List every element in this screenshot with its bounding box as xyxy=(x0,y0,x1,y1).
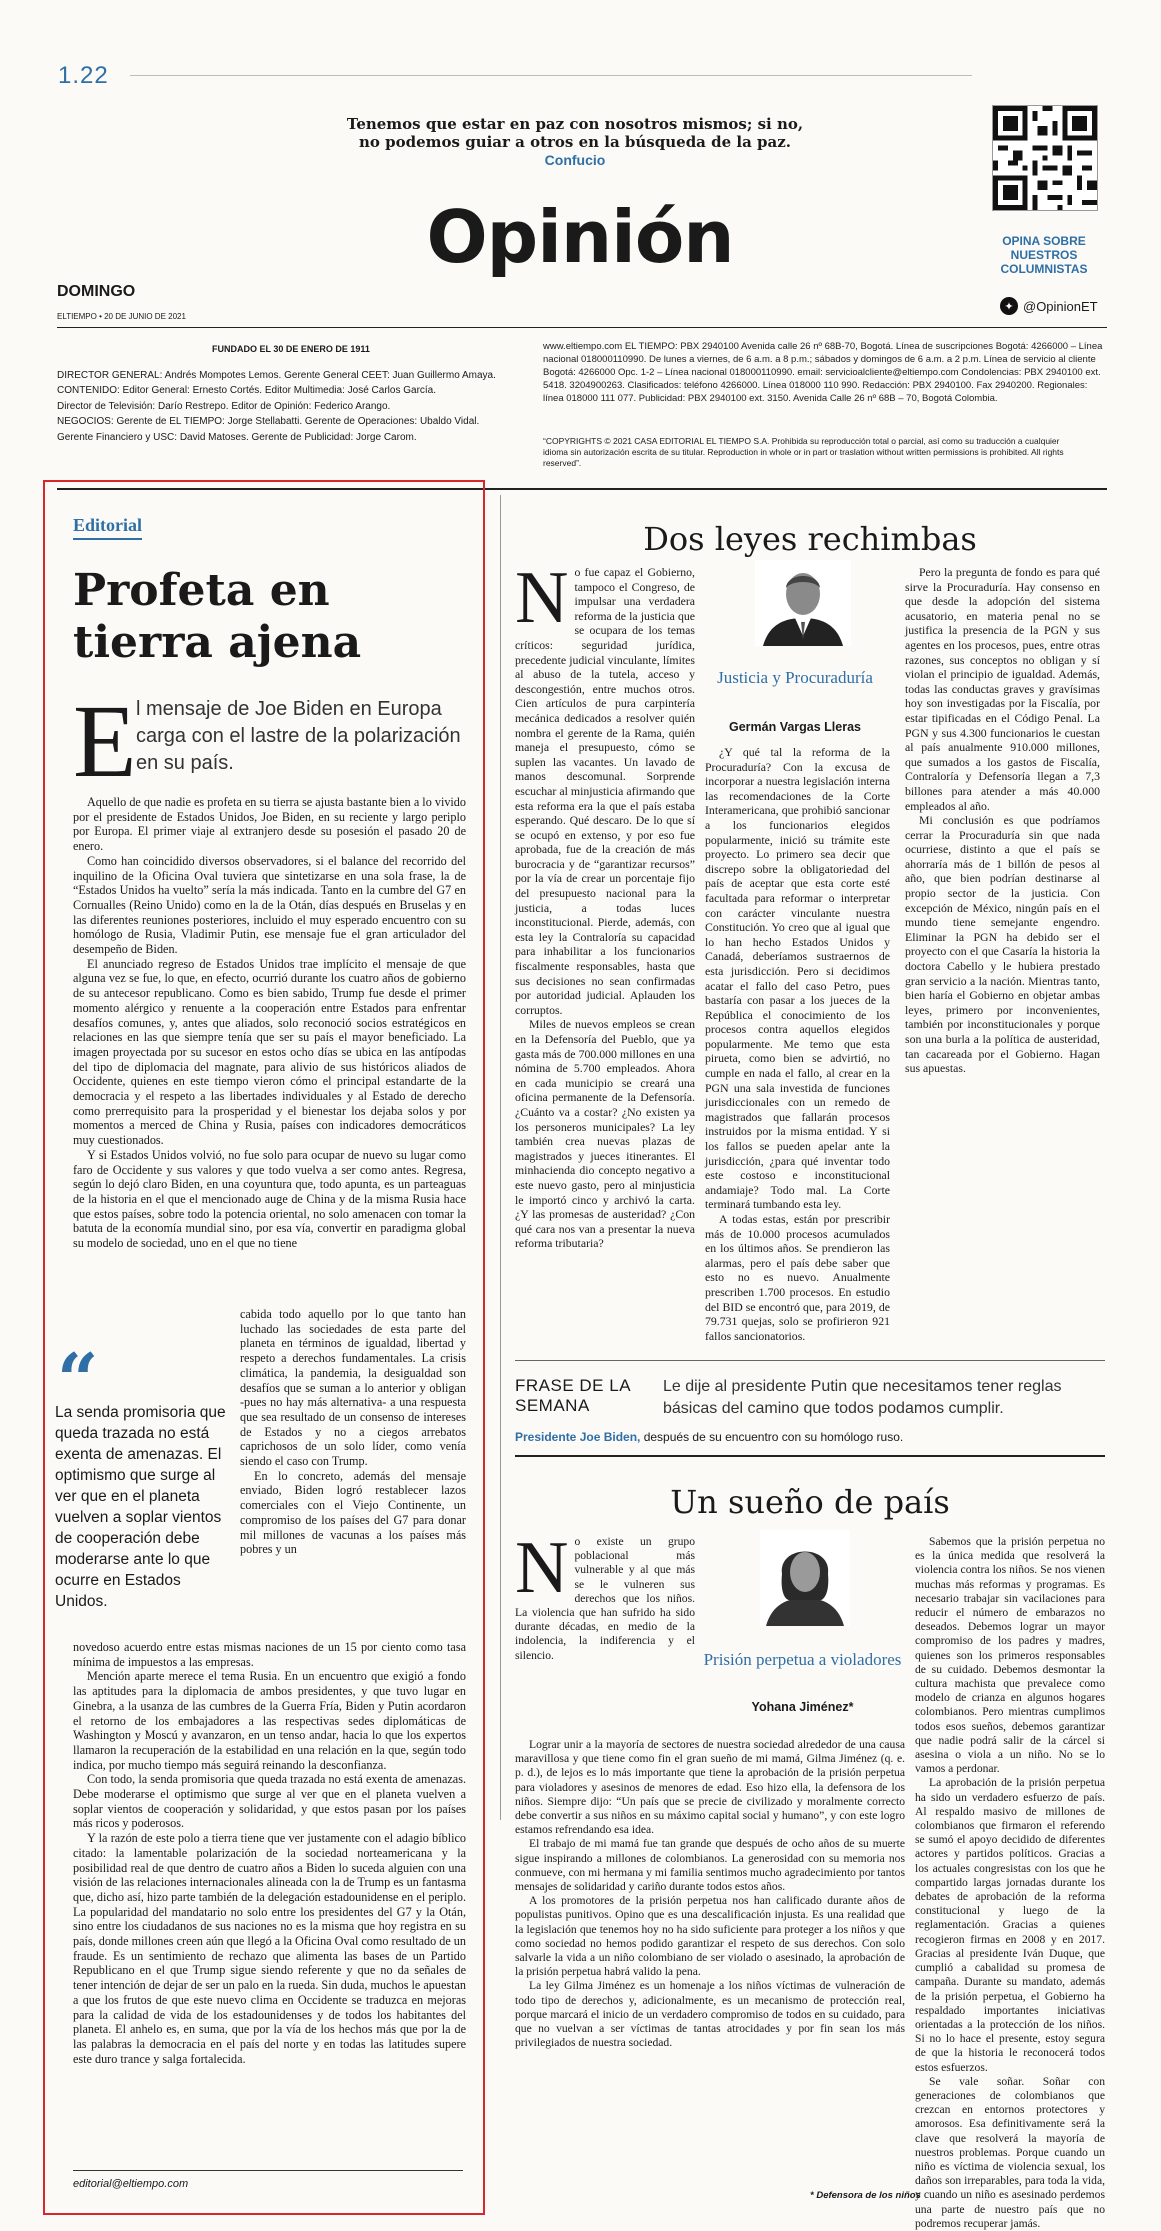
paragraph: ¿Y qué tal la reforma de la Procuraduría? Con la excusa de incorporar a nuestra legislación interna las recomendaciones de la Corte Interamericana, que prohibió sancionar a los funcionarios elegidos popularmente, inició su trámite este proyecto. Lo primero sea decir que discrepo sobre la obligatoriedad del país de aceptar que esta corte esté facultada para reformar o interpretar con carácter vinculante nuestra Constitución. Yo creo que al igual que lo han hecho Estados Unidos y Canadá, deberíamos sustraernos de esta jurisdicción. Pero si decidimos acatar el fallo del caso Petro, pues bastaría con pasar a los jueces de la República el conocimiento de los procesos contra aquellos elegidos popularmente. Me temo que esta pirueta, como bien se advirtió, no cumple en nada el fallo, al crear en la PGN una sala investida de funciones jurisdiccionales con un remedo de magistrados que fallarán procesos instruidos por la misma entidad. Y si los fallos se pueden apelar ante la jurisdicción, ¿para qué inventar todo este costoso e inconstitucional andamiaje? Todo mal. La Corte terminará tumbando esta ley. xyxy=(705,745,890,1212)
paragraph: cabida todo aquello por lo que tanto han luchado las sociedades de esta parte del planeta en términos de igualdad, libertad y respeto a derechos fundamentales. La crisis climática, la pandemia, la desigualdad son desafíos que se suman a lo anterior y obligan -pues no hay más alternativa- a una respuesta que sea resultado de un consenso de intereses de Estados y no a ciegos arrebatos caprichosos de un solo líder, como venía siendo el caso con Trump. xyxy=(240,1307,466,1469)
frase-label: FRASE DE LA SEMANA xyxy=(515,1376,631,1415)
editorial-title: Profeta en tierra ajena xyxy=(73,565,362,668)
founded-line: FUNDADO EL 30 DE ENERO DE 1911 xyxy=(212,344,370,354)
frase-text: Le dije al presidente Putin que necesitamos tener reglas básicas del camino que todos podamos cumplir. xyxy=(663,1378,1062,1417)
twitter-icon: ✦ xyxy=(1000,297,1018,315)
section-title: Opinión xyxy=(426,195,734,279)
paragraph: Y si Estados Unidos volvió, no fue solo para ocupar de nuevo su lugar como faro de Occidente y sus valores y que todo vuelva a ser como antes. Regresa, según lo dejó claro Biden, en una coyuntura que, todo apunta, es un parteaguas de la historia en el que el mencionado auge de China y de la misma Rusia hace que estos países, sobre todo la potencia oriental, no solo amenacen con tomar la batuta de la economía mundial sino, por esa vía, convertir en paradigma global su modelo de sociedad, uno en el que no tiene xyxy=(73,1147,466,1251)
column1-col3 xyxy=(905,565,1100,1076)
column2-section: Prisión perpetua a violadores xyxy=(703,1650,902,1669)
masthead-rule xyxy=(57,327,1107,328)
paragraph: o existe un grupo poblacional más vulnerable y al que más se le vulneren sus derechos que los niños. La violencia que han sufrido ha sido durante décadas, en medio de la indolencia, la indiferencia y el silencio. xyxy=(515,1535,695,1662)
paragraph: novedoso acuerdo entre estas mismas naciones de un 15 por ciento como tasa mínima de impuestos a las empresas. xyxy=(73,1640,466,1669)
column2-headline: Un sueño de país xyxy=(670,1483,950,1521)
paragraph: A todas estas, están por prescribir más de 10.000 procesos acumulados en los últimos años. Se prendieron las alarmas, pero el país debe saber que esto no es nuevo. Anualmente prescriben 1.700 procesos. En estudio del BID se encontró que, para 2019, de 79.731 quejas, solo se profirieron 921 fallos sancionatorios. xyxy=(705,1212,890,1343)
paragraph: La aprobación de la prisión perpetua ha sido un verdadero esfuerzo de país. Al respaldo masivo de millones de colombianos que firmaron el referendo se sumó el apoyo decidido de diferentes actores y partidos políticos. Gracias a los actuales congresistas con los que he compartido largas jornadas durante los debates de aprobación de la reforma constitucional y luego de la reglamentación. Gracias a quienes recogieron firmas en 2008 y en 2017. Gracias al presidente Iván Duque, que cumplió a cabalidad su promesa de campaña. Durante su mandato, además de la prisión perpetua, el Gobierno ha respaldado importantes iniciativas orientadas a la protección de los niños. Si no lo hace el presente, estoy segura de que la historia le reconocerá todos estos esfuerzos. xyxy=(915,1776,1105,2074)
credit-line: Director de Televisión: Darío Restrepo. Editor de Opinión: Federico Arango. xyxy=(57,400,391,412)
column2-author: Yohana Jiménez* xyxy=(751,1700,854,1714)
paragraph: Lograr unir a la mayoría de sectores de nuestra sociedad alrededor de una causa maravillosa y que tiene como fin el gran sueño de mi mamá, Gilma Jiménez (q. e. p. d.), de lejos es lo más importante que tiene la aprobación de la prisión perpetua para violadores y asesinos de menores de edad. Eso hizo ella, la defensora de los niños. Siempre dijo: “Un país que se precie de civilizado y moralmente correcto debe convertir a sus niños en su máximo capital social y humano”, y con este logro estamos refrendando esa idea. xyxy=(515,1738,905,1837)
top-rule xyxy=(130,75,972,76)
paragraph: El anunciado regreso de Estados Unidos trae implícito el mensaje de que alguna vez se fue, lo que, en efecto, ocurrió durante los cuatro años de gobierno de su antecesor republicano. Como es bien sabido, Trump fue desde el primer momento alérgico y renuente a la cooperación entre Estados para enfrentar desafíos comunes, y, antes que aliados, solo reconoció socios estratégicos en relaciones en las que siempre tenía que ser su país el mayor beneficiado. La imagen proyectada por su sucesor en estos ocho días se ubica en las antípodas del tipo de diplomacia del magnate, para alivio de sus históricos aliados de Occidente, quienes en este tiempo vieron cómo el principal estandarte de la democracia y el respeto a las libertades individuales y al Estado de derecho como prerrequisito para la prosperidad y el bienestar los dejaba solos y por momentos a merced de China y Rusia, países con indicadores democráticos muy cuestionados. xyxy=(73,956,466,1148)
qr-caption: OPINA SOBRE NUESTROS COLUMNISTAS xyxy=(1000,234,1088,276)
staff-credits xyxy=(57,342,525,445)
column2-wide xyxy=(515,1738,905,2050)
editorial-lead-initial: E xyxy=(73,684,137,799)
paragraph: Pero la pregunta de fondo es para qué sirve la Procuraduría. Hay consenso en que desde la adopción del sistema acusatorio, en materia penal no se justifica la presencia de la PGN y sus agentes en los procesos, pues, entre otras razones, sus conceptos no obligan y sí violan el principio de igualdad. Además, todas las conductas graves y gravísimas hoy son investigadas por la Fiscalía, por estar tipificadas en el Código Penal. La PGN y sus 4.300 funcionarios le cuestan al país anualmente 910.000 millones, que sumados a los gastos de Fiscalía, Contraloría y Defensoría llegan a 7,3 billones para atender a más 40.000 empleados al año. xyxy=(905,565,1100,813)
credit-line: CONTENIDO: Editor General: Ernesto Cortés. Editor Multimedia: José Carlos García. xyxy=(57,385,437,396)
column-divider xyxy=(500,495,501,1820)
paragraph: En lo concreto, además del mensaje enviado, Biden logró restablecer lazos comerciales con el Viejo Continente, un compromiso de los países del G7 para donar mil millones de vacunas a los países más pobres y un xyxy=(240,1468,466,1557)
credit-line: Gerente Financiero y USC: David Matoses. Gerente de Publicidad: Jorge Carom. xyxy=(57,431,417,443)
twitter-handle: @OpinionET xyxy=(1023,298,1098,314)
paragraph: Se vale soñar. Soñar con generaciones de colombianos que crezcan en entornos protectores y amorosos. Esa definitivamente será la clave que resolverá la mayoría de nuestros problemas. Porque cuando un niño es víctima de violencia sexual, los daños son irreparables, para toda la vida, y cuando un niño es asesinado perdemos una parte de nuestro país que no podremos recuperar jamás. xyxy=(915,2074,1105,2230)
paragraph: La ley Gilma Jiménez es un homenaje a los niños víctimas de vulneración de todo tipo de derechos y, adicionalmente, es un mecanismo de protección real, porque marcará el inicio de un verdadero compromiso de todos en su cuidado, para que no vuelvan a ser víctimas de tantas atrocidades y por fin sean los más privilegiados de nuestra sociedad. xyxy=(515,1979,905,2050)
column1-col1 xyxy=(515,557,695,1251)
credit-line: DIRECTOR GENERAL: Andrés Mompotes Lemos. Gerente General CEET: Juan Guillermo Amaya. xyxy=(57,369,496,381)
paragraph: Sabemos que la prisión perpetua no es la única medida que resolverá la violencia contra los niños. Se nos vienen muchas más reformas y programas. Es necesario trabajar sin vacilaciones para reducir el número de embarazos no deseados. Debemos lograr un mayor compromiso de los padres y madres, quienes son los primeros responsables de su cuidado. Debemos desmontar la cultura machista que prevalece como modelo de crianza en algunos hogares colombianos. Pero mientras cumplimos todos esos sueños, debemos garantizar que nadie podrá salir de la cárcel si asesina o viola a un niño. No se lo vamos a perdonar. xyxy=(915,1535,1105,1776)
editorial-label: Editorial xyxy=(73,515,142,540)
editorial-pull-quote: La senda promisoria que queda trazada no está exenta de amenazas. El optimismo que surge al ver que en el planeta vuelven a soplar vientos de cooperación debe moderarse ante lo que ocurre en Estados Unidos. xyxy=(55,1404,226,1610)
editorial-body-bottom xyxy=(73,1640,466,2066)
qr-code-icon[interactable] xyxy=(992,105,1098,211)
date-line: ELTIEMPO • 20 DE JUNIO DE 2021 xyxy=(57,312,186,321)
frase-bottom-rule xyxy=(515,1455,1105,1457)
author-portrait xyxy=(760,1530,850,1626)
editorial-body-side xyxy=(240,1307,466,1557)
column2-col1 xyxy=(515,1527,695,1663)
paragraph: A los promotores de la prisión perpetua nos han calificado durante años de populistas punitivos. Opino que es una descalificación injusta. Es una realidad que la legislación que tenemos hoy no ha sido suficiente para proteger a los niños y que como sociedad no hemos podido garantizar el respeto de sus derechos. Con solo salvarle la vida a un niño colombiano de ser violado o asesinado, la aprobación de la prisión perpetua habrá valido la pena. xyxy=(515,1894,905,1979)
column1-drop-cap: N xyxy=(515,557,569,639)
paragraph: Y la razón de este polo a tierra tiene que ver justamente con el adagio bíblico citado: la lamentable polarización de la sociedad norteamericana y la posibilidad real de que dentro de cuatro años a Biden lo suceda alguien con una visión de las relaciones internacionales alineada con la de Trump es un fantasma que, dicho así, hizo parte también de la delegación estadounidense en el periplo. La popularidad del mandatario no solo entre los presidentes del G7 y la Otán, sino entre los ciudadanos de sus naciones no es la misma que hoy registra en su país, donde millones creen aún que llegó a la Oficina Oval como resultado de un fraude. Es un sentimiento de rechazo que alimenta las bases de un Partido Republicano en el que Trump sigue siendo referente y que no da señales de tener intención de dejar de ser un palo en la rueda. Sin duda, muchos le apuestan a que los frutos de que este nuevo clima en Occidente se traduzca en mejoras para la calidad de vida de los estadounidenses y de todos los habitantes del planeta. El anhelo es, en suma, que por la vía de los hechos más que por la de las palabras la democracia en el país del norte y en todas las latitudes supere este duro trance y salga fortalecida. xyxy=(73,1831,466,2066)
column1-headline: Dos leyes rechimbas xyxy=(643,520,977,558)
column1-section: Justicia y Procuraduría xyxy=(717,668,873,687)
author-portrait xyxy=(755,560,851,646)
frase-attribution xyxy=(515,1430,903,1444)
editorial-body-top xyxy=(73,795,466,1251)
column2-col3 xyxy=(915,1535,1105,2231)
paragraph: Aquello de que nadie es profeta en su tierra se ajusta bastante bien a lo vivido por el presidente de Estados Unidos, Joe Biden, en su reciente y largo periplo por Europa. El primer viaje al extranjero desde su posesión el pasado 20 de enero. xyxy=(73,795,466,854)
column2-drop-cap: N xyxy=(515,1527,569,1609)
frase-context: después de su encuentro con su homólogo ruso. xyxy=(640,1430,904,1444)
contact-info: www.eltiempo.com EL TIEMPO: PBX 2940100 Avenida calle 26 nº 68B-70, Bogotá. Línea de suscripciones Bogotá: 4266000 – Línea nacional 018000110990. De lunes a viernes, de 6 a.m. a 8 p.m.; sábados y domingos de 6 a.m. a 2 p.m. Línea de servicio al cliente Bogotá: 4266000 Opc. 1-2 – Línea nacional 018000110990. email: servicioalcliente@eltiempo.com Condolencias: PBX 2940100 ext. 5418. 3204900263. Clasificados: teléfono 4266000. Línea 018000 110 990. Redacción: PBX 2940100. Fax 2940200. Regionales: línea 018000 111 077. Publicidad: PBX 2940100 ext. 3150. Avenida Calle 26 nº 68B – 70, Bogotá Colombia. xyxy=(543,341,1103,404)
editorial-lead: l mensaje de Joe Biden en Europa carga con el lastre de la polarización en su país. xyxy=(136,698,461,774)
day-label: DOMINGO xyxy=(57,283,136,300)
page-number: 1.22 xyxy=(58,62,109,89)
paragraph: Como han coincidido diversos observadores, si el balance del recorrido del inquilino de la Oficina Oval tuviera que sintetizarse en una sola frase, la de “Estados Unidos ha vuelto” sería la más indicada. Tanto en la cumbre del G7 en Cornualles (Reino Unido) como en la de la Otán, días después en Bruselas y en las diferentes reuniones posteriores, incluido el muy esperado encuentro con su homólogo de Rusia, Vladimir Putin, ese mensaje fue el gran articulador del desempeño de Biden. xyxy=(73,853,466,957)
quote-text: Tenemos que estar en paz con nosotros mismos; si no, no podemos guiar a otros en la búsqueda de la paz. xyxy=(346,115,804,151)
frase-top-rule xyxy=(515,1360,1105,1361)
daily-quote xyxy=(340,115,810,169)
copyright-notice: “COPYRIGHTS © 2021 CASA EDITORIAL EL TIEMPO S.A. Prohibida su reproducción total o parcial, así como su traducción a cualquier idioma sin autorización escrita de su titular. Reproduction in whole or in part or traslation without written permissions is prohibited. All rights reserved”. xyxy=(543,436,1064,468)
frase-author: Presidente Joe Biden, xyxy=(515,1430,641,1444)
paragraph: o fue capaz el Gobierno, tampoco el Congreso, de impulsar una verdadera reforma de la justicia que se ocupara de los temas críticos: seguridad jurídica, precedente judicial vinculante, límites al abuso de la tutela, acceso y descongestión, entre muchos otros. Cien artículos de pura carpintería mecánica dedicados a resolver quién nombra el gerente de la Rama, quién maneja el presupuesto, cómo se suplen las vacantes. Un lavado de manos descomunal. Sorprende escuchar al minjusticia afirmando que esta reforma era la que el país estaba esperando. Qué descaro. De lo que sí se ocupó en extenso, y por eso fue aprobada, fue de la creación de más burocracia y de “garantizar recursos” por la vía de crear un porcentaje fijo del presupuesto nacional para la justicia, a todas luces inconstitucional. Pierde, además, con esta ley la Contraloría su capacidad para inhabilitar a los funcionarios fiscalmente responsables, hasta que sus decisiones no sean confirmadas por autoridad judicial. Aplauden los corruptos. xyxy=(515,565,695,1017)
twitter-link[interactable] xyxy=(1000,297,1098,315)
editorial-email[interactable]: editorial@eltiempo.com xyxy=(73,2178,189,2190)
column1-author: Germán Vargas Lleras xyxy=(728,720,862,734)
editorial-footer-rule xyxy=(73,2170,463,2171)
paragraph: Mención aparte merece el tema Rusia. En un encuentro que exigió a fondo las aptitudes para la diplomacia de ambos presidentes, y que tuvo lugar en Ginebra, a la usanza de las cumbres de la Guerra Fría, Biden y Putin acordaron el retorno de los embajadores a las respectivas sedes diplomáticas de Washington y Moscú y avanzaron, en un tenso andar, hacia lo que los expertos llamaron la recuperación de la estabilidad en una relación en la que, según todo indica, por mucho tiempo más seguirá reinando la desconfianza. xyxy=(73,1669,466,1772)
author-footnote: * Defensora de los niños xyxy=(810,2190,921,2201)
paragraph: El trabajo de mi mamá fue tan grande que después de ocho años de su muerte sigue inspirando a millones de colombianos. La generosidad con su memoria nos conmueve, con mi hermana y mi familia sentimos mucho agradecimiento por tantos mensajes de solidaridad y cariño durante todos estos años. xyxy=(515,1837,905,1894)
paragraph: Mi conclusión es que podríamos cerrar la Procuraduría sin que nada ocurriese, distinto a que el país se ahorraría más de 1 billón de pesos al año, que bien podrían destinarse al propio sector de la justicia. Con excepción de México, ningún país en el mundo tiene semejante engendro. Eliminar la PGN ha debido ser el proyecto con el que Casaría la historia la doctora Cabello y le hubiera prestado gran servicio a la nación. Mientras tanto, bien haría el Gobierno en objetar ambas leyes, primero por inconvenientes, también por inconstitucionales y porque son una burla a la política de austeridad, tan cacareada por el Gobierno. Hagan sus apuestas. xyxy=(905,813,1100,1076)
quote-author: Confucio xyxy=(544,152,606,168)
column1-col2 xyxy=(705,745,890,1343)
credit-line: NEGOCIOS: Gerente de EL TIEMPO: Jorge Stellabatti. Gerente de Operaciones: Ubaldo Vidal. xyxy=(57,416,480,427)
paragraph: Miles de nuevos empleos se crean en la Defensoría del Pueblo, que ya gasta más de 700.000 millones en una nómina de 5.700 empleados. Ahora en cada municipio se creará una oficina permanente de la Defensoría. ¿Cuánto va a costar? ¿No existen ya los personeros municipales? La ley también crea nuevas plazas de magistrados y jueces itinerantes. El minhacienda dio concepto negativo a este nuevo gasto, pero al minjusticia le importó cinco y archivó la carta. ¿Y las promesas de austeridad? ¿Con qué cara nos van a presentar la nueva reforma tributaria? xyxy=(515,1017,695,1251)
paragraph: Con todo, la senda promisoria que queda trazada no está exenta de amenazas. Debe moderarse el optimismo que surge al ver que en el planeta vuelven a soplar vientos de cooperación y solidaridad, y que estos pasan por los países más ricos y poderosos. xyxy=(73,1772,466,1831)
quote-mark-icon: “ xyxy=(57,1337,99,1422)
